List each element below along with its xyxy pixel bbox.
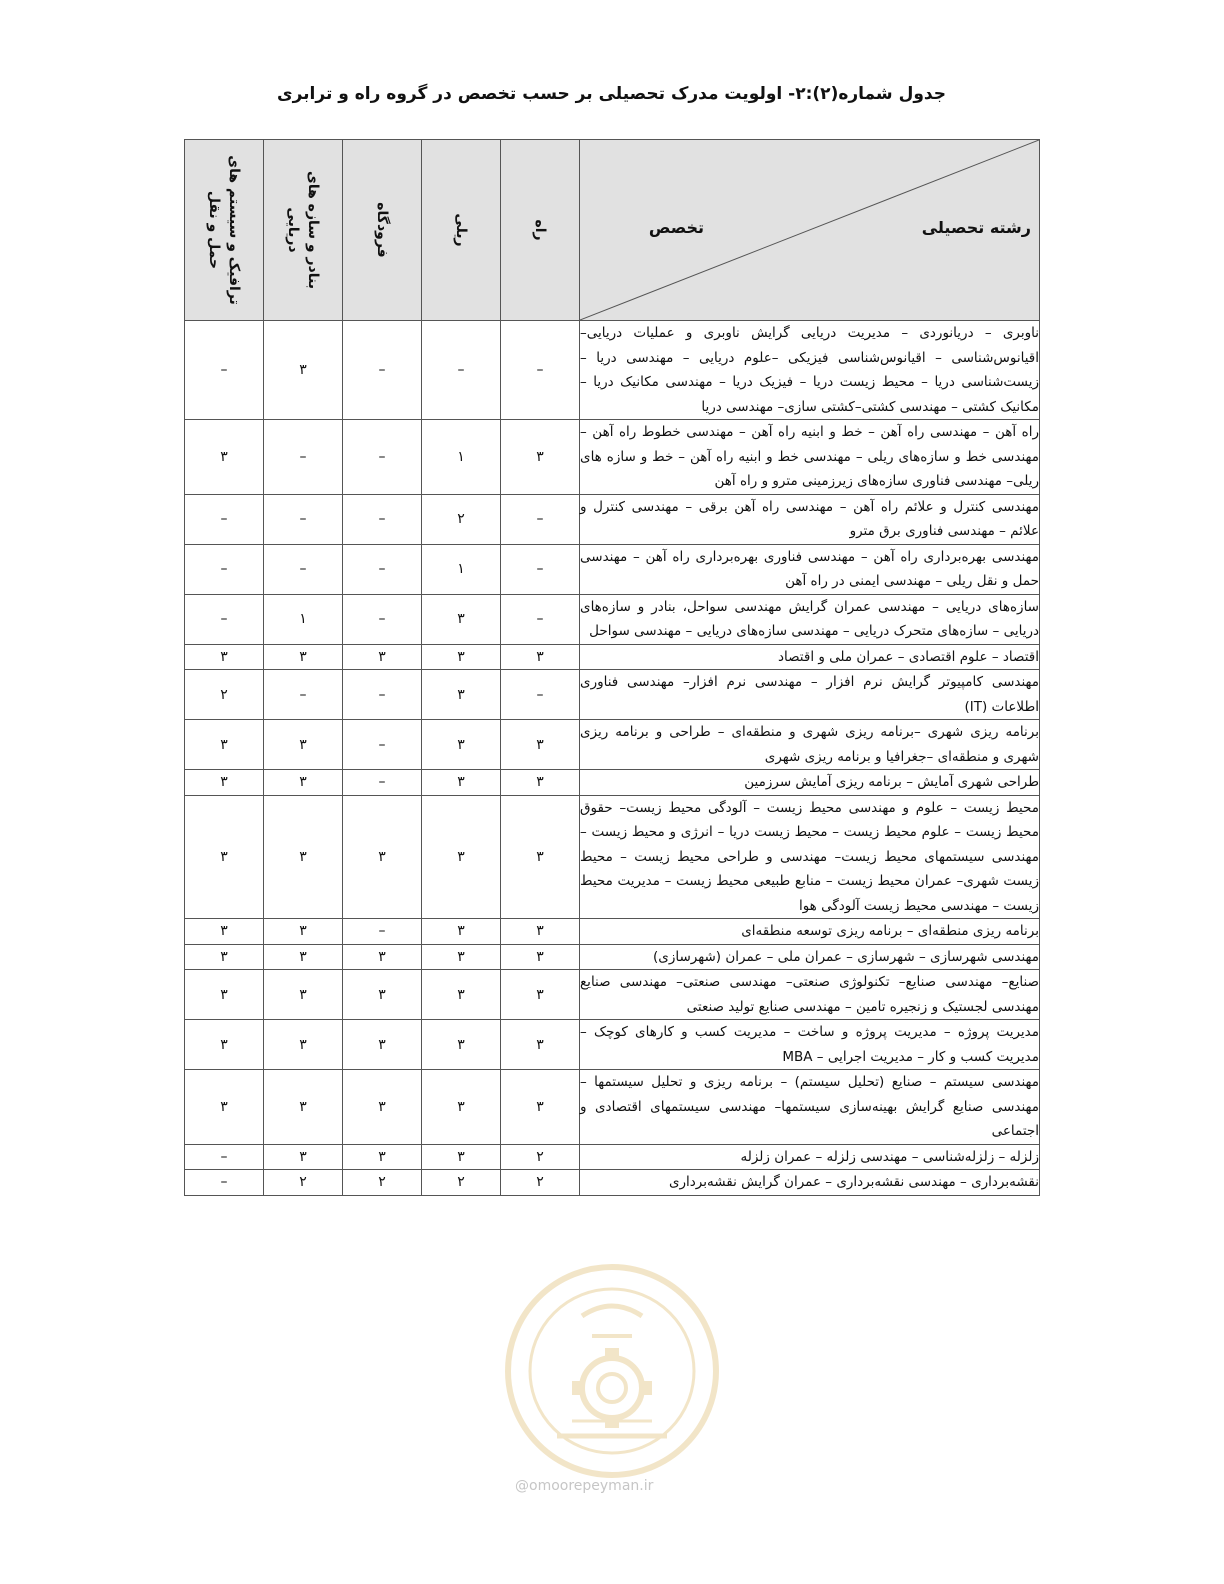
priority-cell: ۳ <box>343 795 422 919</box>
priority-cell: ۲ <box>501 1170 580 1196</box>
priority-cell: – <box>343 544 422 594</box>
priority-cell: – <box>422 321 501 420</box>
priority-cell: ۳ <box>422 720 501 770</box>
priority-cell: ۳ <box>185 919 264 945</box>
priority-cell: ۲ <box>422 1170 501 1196</box>
priority-cell: ۳ <box>422 644 501 670</box>
major-cell: مدیریت پروژه – مدیریت پروژه و ساخت – مدیریت کسب و کارهای کوچک – مدیریت کسب و کار – مدیریت اجرایی – MBA <box>580 1020 1040 1070</box>
priority-cell: ۲ <box>264 1170 343 1196</box>
priority-cell: ۳ <box>343 1020 422 1070</box>
priority-cell: – <box>264 494 343 544</box>
table-row <box>185 321 1040 420</box>
table-row <box>185 544 1040 594</box>
priority-cell: – <box>185 321 264 420</box>
priority-cell: ۳ <box>343 1070 422 1145</box>
priority-cell: – <box>501 321 580 420</box>
priority-cell: – <box>185 544 264 594</box>
header-specialty-label: تخصص <box>648 218 704 237</box>
priority-cell: – <box>185 594 264 644</box>
priority-cell: ۳ <box>264 1144 343 1170</box>
priority-cell: ۲ <box>501 1144 580 1170</box>
priority-cell: ۳ <box>501 944 580 970</box>
table-row <box>185 644 1040 670</box>
priority-cell: ۳ <box>422 594 501 644</box>
priority-cell: – <box>185 1144 264 1170</box>
priority-cell: – <box>501 494 580 544</box>
table-row <box>185 1144 1040 1170</box>
major-cell: مهندسی کنترل و علائم راه آهن – مهندسی راه آهن برقی – مهندسی کنترل و علائم – مهندسی فناوری برق مترو <box>580 494 1040 544</box>
priority-cell: ۳ <box>264 720 343 770</box>
table-row <box>185 944 1040 970</box>
priority-cell: ۱ <box>422 420 501 495</box>
table-row <box>185 919 1040 945</box>
priority-cell: ۳ <box>422 1020 501 1070</box>
priority-cell: ۳ <box>264 795 343 919</box>
major-cell: طراحی شهری آمایش – برنامه ریزی آمایش سرزمین <box>580 770 1040 796</box>
priority-cell: ۳ <box>422 944 501 970</box>
priority-cell: ۳ <box>264 321 343 420</box>
priority-cell: ۳ <box>501 919 580 945</box>
major-cell: اقتصاد – علوم اقتصادی – عمران ملی و اقتصاد <box>580 644 1040 670</box>
priority-cell: ۳ <box>264 919 343 945</box>
priority-cell: ۳ <box>185 944 264 970</box>
priority-cell: – <box>343 720 422 770</box>
table-row <box>185 720 1040 770</box>
priority-cell: ۳ <box>264 970 343 1020</box>
priority-cell: ۲ <box>343 1170 422 1196</box>
priority-cell: – <box>185 1170 264 1196</box>
priority-cell: ۳ <box>343 1144 422 1170</box>
table-row <box>185 770 1040 796</box>
priority-cell: ۳ <box>501 770 580 796</box>
major-cell: مهندسی کامپیوتر گرایش نرم افزار – مهندسی نرم افزار– مهندسی فناوری اطلاعات (IT) <box>580 670 1040 720</box>
watermark-site-text: @omoorepeyman.ir <box>515 1478 654 1494</box>
table-row <box>185 420 1040 495</box>
major-cell: زلزله – زلزله‌شناسی – مهندسی زلزله – عمران زلزله <box>580 1144 1040 1170</box>
header-major-label: رشته تحصیلی <box>921 218 1031 237</box>
emblem-watermark <box>497 1256 727 1486</box>
diagonal-header-cell <box>580 140 1040 321</box>
table-row <box>185 795 1040 919</box>
priority-cell: ۱ <box>422 544 501 594</box>
priority-cell: ۱ <box>264 594 343 644</box>
table-row <box>185 494 1040 544</box>
priority-cell: – <box>264 544 343 594</box>
priority-cell: – <box>343 670 422 720</box>
priority-cell: ۳ <box>501 795 580 919</box>
priority-cell: ۳ <box>422 1144 501 1170</box>
priority-cell: ۳ <box>185 1020 264 1070</box>
priority-cell: ۳ <box>422 1070 501 1145</box>
priority-cell: ۳ <box>501 970 580 1020</box>
priority-cell: – <box>501 670 580 720</box>
table-row <box>185 970 1040 1020</box>
major-cell: مهندسی سیستم – صنایع (تحلیل سیستم) – برنامه ریزی و تحلیل سیستمها – مهندسی صنایع گرایش بهینه‌سازی سیستمها– مهندسی سیستمهای اقتصادی و اجتماعی <box>580 1070 1040 1145</box>
priority-cell: ۳ <box>185 1070 264 1145</box>
priority-cell: – <box>343 321 422 420</box>
priority-cell: – <box>501 544 580 594</box>
priority-cell: ۲ <box>422 494 501 544</box>
priority-cell: ۳ <box>185 970 264 1020</box>
major-cell: نقشه‌برداری – مهندسی نقشه‌برداری – عمران گرایش نقشه‌برداری <box>580 1170 1040 1196</box>
major-cell: برنامه ریزی منطقه‌ای – برنامه ریزی توسعه منطقه‌ای <box>580 919 1040 945</box>
priority-cell: – <box>343 594 422 644</box>
major-cell: ناوبری – دریانوردی – مدیریت دریایی گرایش ناوبری و عملیات دریایی– اقیانوس‌شناسی – اقیانوس‌شناسی فیزیکی –علوم دریایی – مهندسی دریا – زیست‌شناسی دریا – محیط زیست دریا – فیزیک دریا – مهندسی مکانیک دریا – مکانیک کشتی – مهندسی کشتی–کشتی سازی– مهندسی دریا <box>580 321 1040 420</box>
priority-cell: ۳ <box>343 970 422 1020</box>
priority-cell: ۳ <box>185 770 264 796</box>
major-cell: مهندسی بهره‌برداری راه آهن – مهندسی فناوری بهره‌برداری راه آهن – مهندسی حمل و نقل ریلی – مهندسی ایمنی در راه آهن <box>580 544 1040 594</box>
table-row <box>185 594 1040 644</box>
priority-cell: ۳ <box>343 644 422 670</box>
priority-cell: ۳ <box>264 1070 343 1145</box>
priority-cell: ۳ <box>185 720 264 770</box>
major-cell: برنامه ریزی شهری –برنامه ریزی شهری و منطقه‌ای – طراحی و برنامه ریزی شهری و منطقه‌ای –جغرافیا و برنامه ریزی شهری <box>580 720 1040 770</box>
priority-cell: ۲ <box>185 670 264 720</box>
header-col-traffic: ترافیک و سیستم های حمل و نقل <box>185 140 264 321</box>
priority-cell: – <box>264 670 343 720</box>
priority-cell: ۳ <box>501 644 580 670</box>
priority-cell: – <box>185 494 264 544</box>
priority-cell: – <box>343 919 422 945</box>
priority-table <box>184 139 1040 1196</box>
priority-cell: ۳ <box>185 795 264 919</box>
major-cell: محیط زیست – علوم و مهندسی محیط زیست – آلودگی محیط زیست– حقوق محیط زیست – علوم محیط زیست – محیط زیست دریا – انرژی و محیط زیست – مهندسی سیستمهای محیط زیست– مهندسی و طراحی محیط زیست – محیط زیست شهری– عمران محیط زیست – منابع طبیعی محیط زیست – مدیریت محیط زیست – مهندسی محیط زیست آلودگی هوا <box>580 795 1040 919</box>
table-row <box>185 1070 1040 1145</box>
table-row <box>185 1170 1040 1196</box>
priority-cell: ۳ <box>501 720 580 770</box>
priority-cell: ۳ <box>185 420 264 495</box>
priority-cell: – <box>501 594 580 644</box>
priority-cell: – <box>264 420 343 495</box>
priority-cell: ۳ <box>501 1020 580 1070</box>
header-col-rail: ریلی <box>422 140 501 321</box>
priority-cell: ۳ <box>343 944 422 970</box>
header-col-ports: بنادر و سازه های دریایی <box>264 140 343 321</box>
priority-cell: – <box>343 770 422 796</box>
priority-cell: ۳ <box>422 970 501 1020</box>
major-cell: سازه‌های دریایی – مهندسی عمران گرایش مهندسی سواحل، بنادر و سازه‌های دریایی – سازه‌های متحرک دریایی – مهندسی سازه‌های دریایی – مهندسی سواحل <box>580 594 1040 644</box>
page-title: جدول شماره(۲):۲- اولویت مدرک تحصیلی بر حسب تخصص در گروه راه و ترابری <box>277 84 946 104</box>
priority-cell: ۳ <box>501 420 580 495</box>
priority-cell: ۳ <box>501 1070 580 1145</box>
major-cell: مهندسی شهرسازی – شهرسازی – عمران ملی – عمران (شهرسازی) <box>580 944 1040 970</box>
table-row <box>185 1020 1040 1070</box>
table-row <box>185 670 1040 720</box>
priority-cell: – <box>343 420 422 495</box>
table-header-row <box>185 140 1040 321</box>
priority-cell: ۳ <box>422 770 501 796</box>
major-cell: راه آهن – مهندسی راه آهن – خط و ابنیه راه آهن – مهندسی خطوط راه آهن – مهندسی خط و سازه‌های ریلی – مهندسی خط و ابنیه راه آهن – خط و سازه های ریلی– مهندسی فناوری سازه‌های زیرزمینی مترو و راه آهن <box>580 420 1040 495</box>
priority-cell: ۳ <box>422 670 501 720</box>
priority-cell: ۳ <box>264 644 343 670</box>
priority-cell: ۳ <box>422 795 501 919</box>
major-cell: صنایع– مهندسی صنایع– تکنولوژی صنعتی– مهندسی صنعتی– مهندسی صنایع مهندسی لجستیک و زنجیره تامین – مهندسی صنایع تولید صنعتی <box>580 970 1040 1020</box>
priority-cell: ۳ <box>264 1020 343 1070</box>
priority-cell: – <box>343 494 422 544</box>
priority-cell: ۳ <box>422 919 501 945</box>
priority-cell: ۳ <box>264 770 343 796</box>
priority-cell: ۳ <box>185 644 264 670</box>
priority-cell: ۳ <box>264 944 343 970</box>
header-col-airport: فرودگاه <box>343 140 422 321</box>
header-col-road: راه <box>501 140 580 321</box>
